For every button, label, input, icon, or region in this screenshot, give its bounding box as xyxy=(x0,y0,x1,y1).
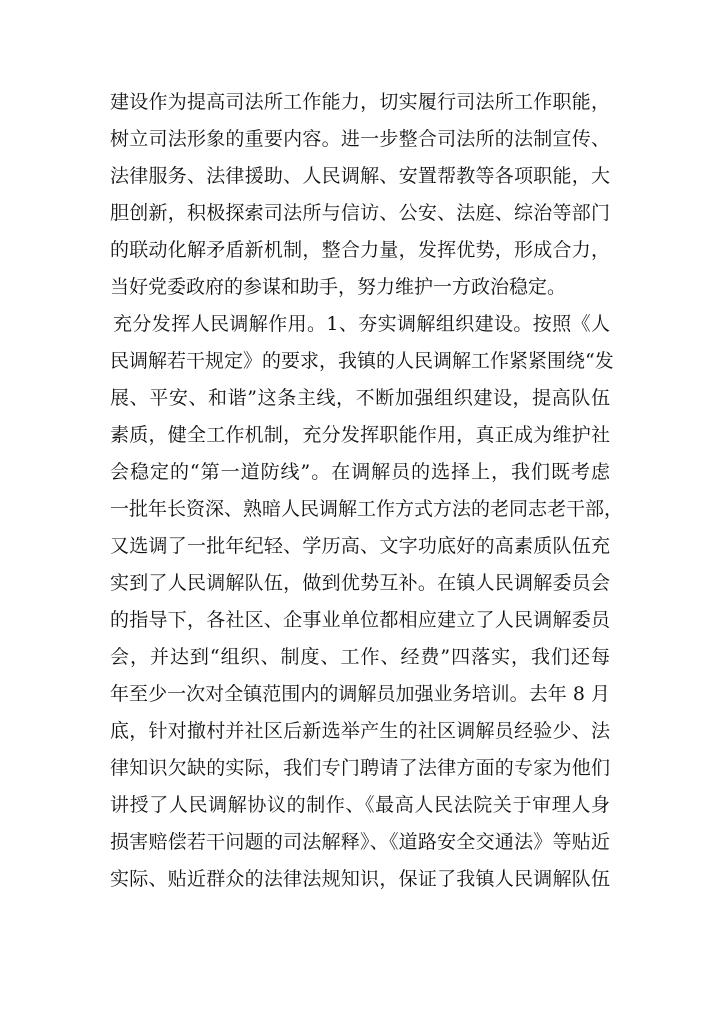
text-line: 法律服务、法律援助、人民调解、安置帮教等各项职能，大 xyxy=(110,165,610,187)
text-line: 会，并达到“组织、制度、工作、经费”四落实，我们还每 xyxy=(110,646,610,668)
text-line: 胆创新，积极探索司法所与信访、公安、法庭、综治等部门 xyxy=(110,202,610,224)
text-line: 的联动化解矛盾新机制，整合力量，发挥优势，形成合力， xyxy=(110,239,610,261)
text-line: 实际、贴近群众的法律法规知识，保证了我镇人民调解队伍 xyxy=(110,868,610,890)
text-line: 展、平安、和谐”这条主线，不断加强组织建设，提高队伍 xyxy=(110,387,610,409)
text-line: 素质，健全工作机制，充分发挥职能作用，真正成为维护社 xyxy=(110,424,610,446)
text-line: 树立司法形象的重要内容。进一步整合司法所的法制宣传、 xyxy=(110,128,610,150)
text-line: 损害赔偿若干问题的司法解释》、《道路安全交通法》等贴近 xyxy=(110,831,610,853)
text-line: 的指导下，各社区、企事业单位都相应建立了人民调解委员 xyxy=(110,609,610,631)
text-line: 实到了人民调解队伍，做到优势互补。在镇人民调解委员会 xyxy=(110,572,610,594)
text-line: 充分发挥人民调解作用。1、夯实调解组织建设。按照《人 xyxy=(113,313,610,335)
text-line: 民调解若干规定》的要求，我镇的人民调解工作紧紧围绕“发 xyxy=(110,350,614,372)
paragraph-1 xyxy=(110,84,610,306)
text-line: 讲授了人民调解协议的制作、《最高人民法院关于审理人身 xyxy=(110,794,610,816)
text-line: 一批年长资深、熟暗人民调解工作方式方法的老同志老干部， xyxy=(110,498,624,520)
text-line: 底，针对撤村并社区后新选举产生的社区调解员经验少、法 xyxy=(110,720,610,742)
paragraph-2 xyxy=(110,306,624,898)
text-line: 律知识欠缺的实际，我们专门聘请了法律方面的专家为他们 xyxy=(110,757,610,779)
text-line: 又选调了一批年纪轻、学历高、文字功底好的高素质队伍充 xyxy=(110,535,610,557)
text-line: 年至少一次对全镇范围内的调解员加强业务培训。去年 8 月 xyxy=(110,683,610,705)
text-line: 建设作为提高司法所工作能力，切实履行司法所工作职能， xyxy=(110,91,610,113)
text-line: 会稳定的“第一道防线”。在调解员的选择上，我们既考虑 xyxy=(110,461,610,483)
text-line-last: 当好党委政府的参谋和助手，努力维护一方政治稳定。 xyxy=(110,276,567,298)
document-body xyxy=(110,84,624,898)
